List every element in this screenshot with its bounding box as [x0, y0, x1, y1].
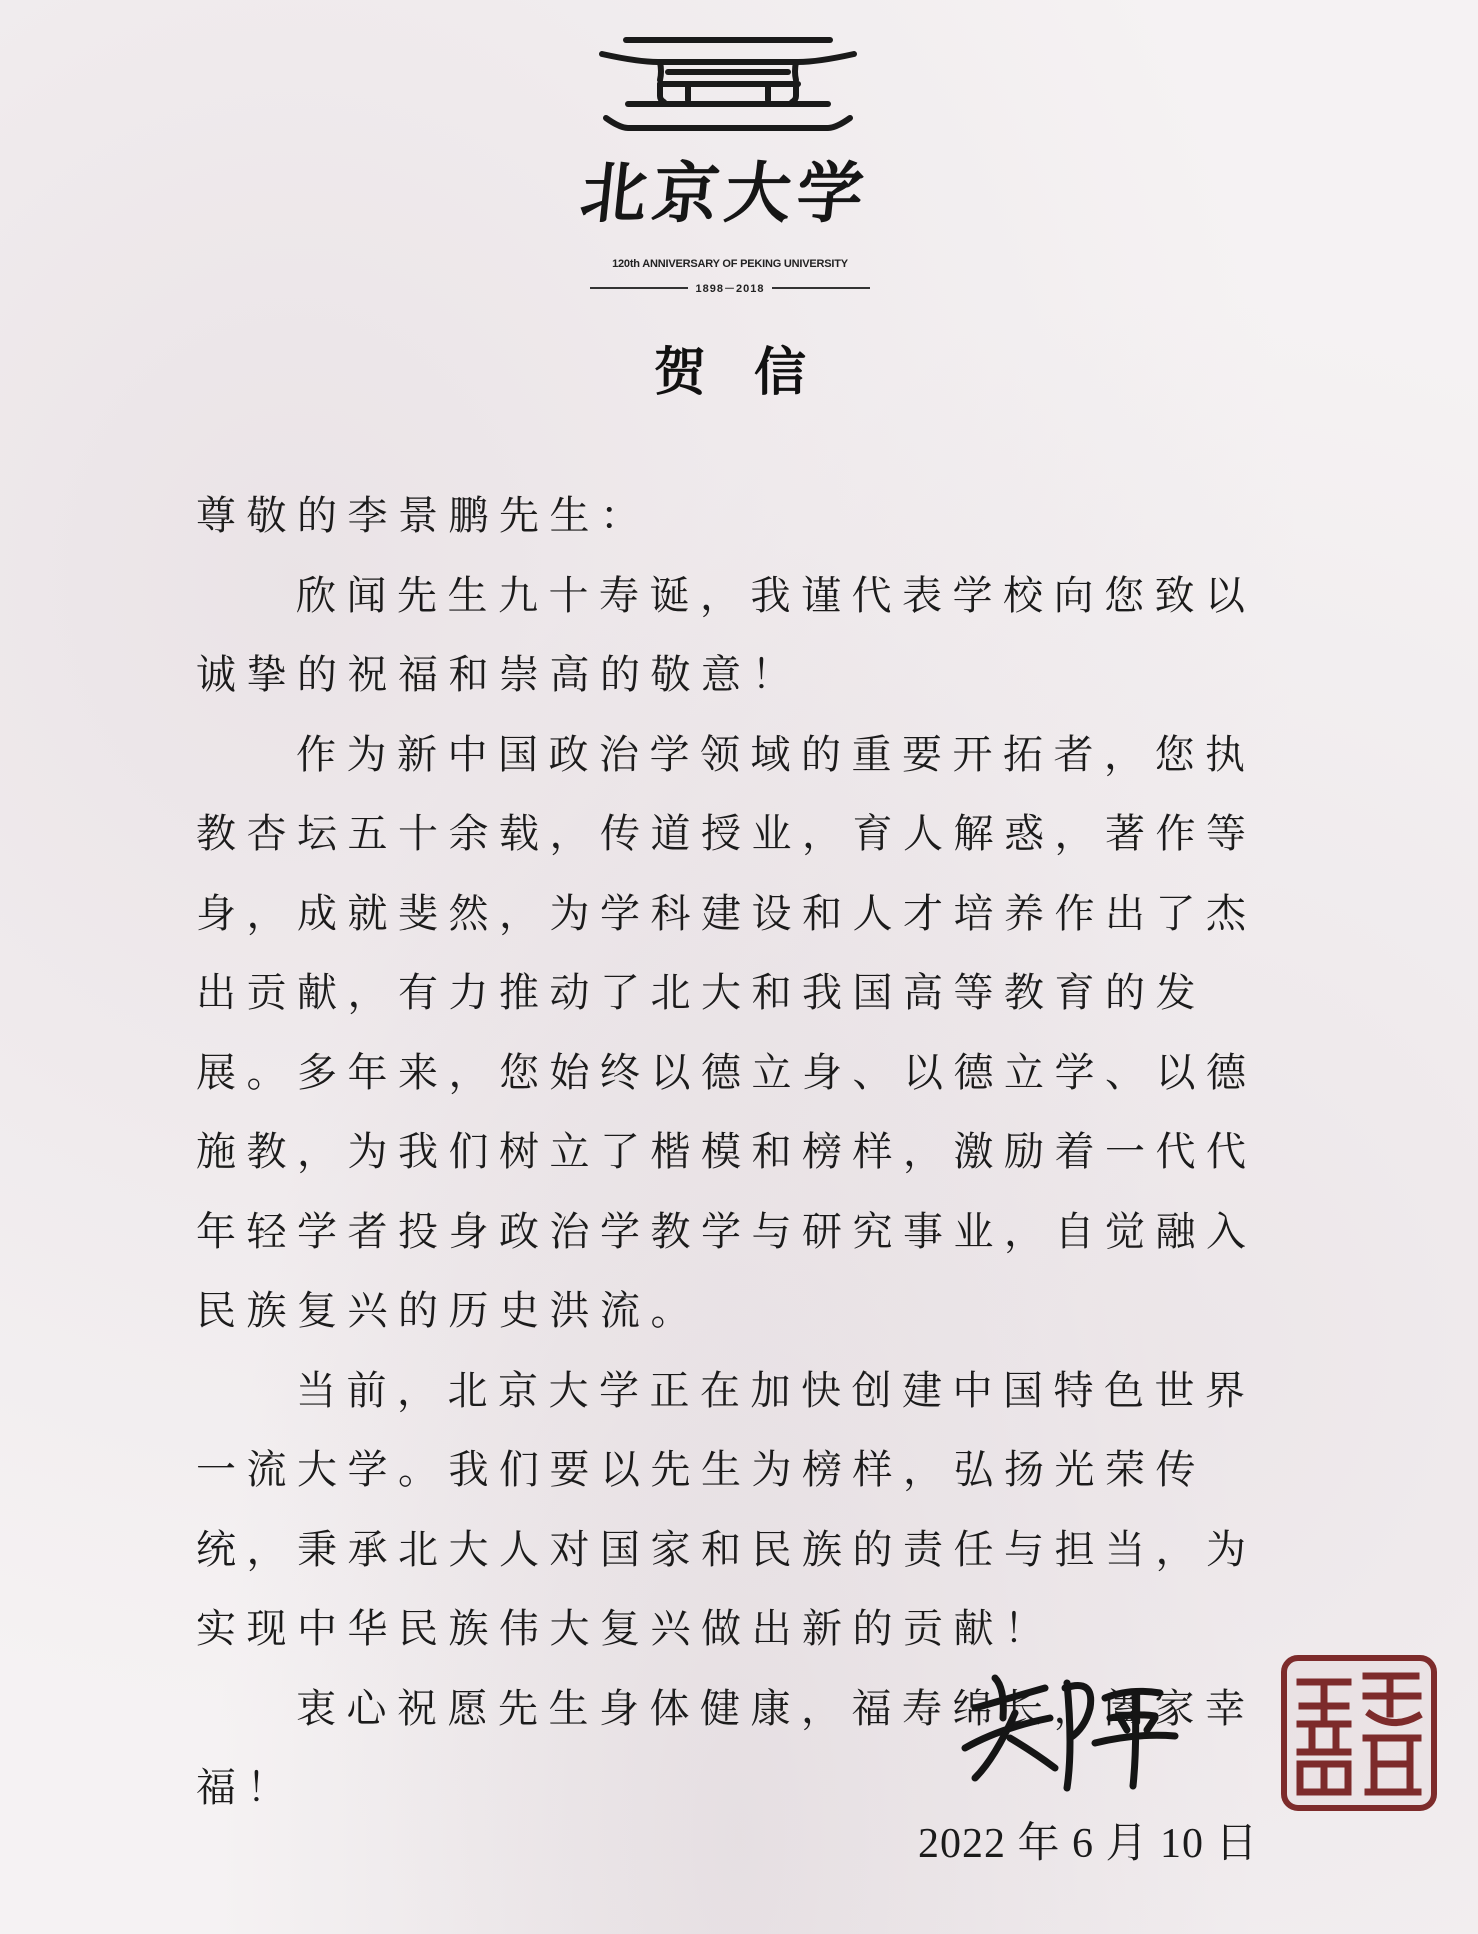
- letter-body: [196, 477, 1286, 1829]
- salutation: 尊敬的李景鹏先生：: [196, 493, 651, 539]
- letter-date: 2022 年 6 月 10 日: [918, 1821, 1259, 1867]
- anniversary-years: 1898－2018: [695, 283, 765, 295]
- anniversary-years-row: [590, 280, 870, 296]
- divider: [772, 287, 870, 289]
- paragraph: 作为新中国政治学领域的重要开拓者，您执教杏坛五十余载，传道授业，育人解惑，著作等身，成就斐然，为学科建设和人才培养作出了杰出贡献，有力推动了北大和我国高等教育的发展。多年来，您始终以德立身、以德立学、以德施教，为我们树立了楷模和榜样，激励着一代代年轻学者投身政治学教学与研究事业，自觉融入民族复兴的历史洪流。: [196, 731, 1257, 1334]
- handwritten-signature: [955, 1658, 1185, 1798]
- peking-university-emblem-icon: [598, 32, 858, 144]
- university-wordmark: 北京大学: [576, 154, 874, 232]
- letter-title: 贺信: [653, 342, 854, 403]
- paragraph: 衷心祝愿先生身体健康，福寿绵长，阖家幸福！: [196, 1685, 1256, 1811]
- paragraph: 欣闻先生九十寿诞，我谨代表学校向您致以诚挚的祝福和崇高的敬意！: [196, 572, 1256, 698]
- anniversary-caption: 120th ANNIVERSARY OF PEKING UNIVERSITY: [612, 258, 848, 270]
- paragraph: 当前，北京大学正在加快创建中国特色世界一流大学。我们要以先生为榜样，弘扬光荣传统，秉承北大人对国家和民族的责任与担当，为实现中华民族伟大复兴做出新的贡献！: [196, 1367, 1257, 1652]
- seal-stamp-icon: [1278, 1652, 1440, 1814]
- divider: [590, 287, 688, 289]
